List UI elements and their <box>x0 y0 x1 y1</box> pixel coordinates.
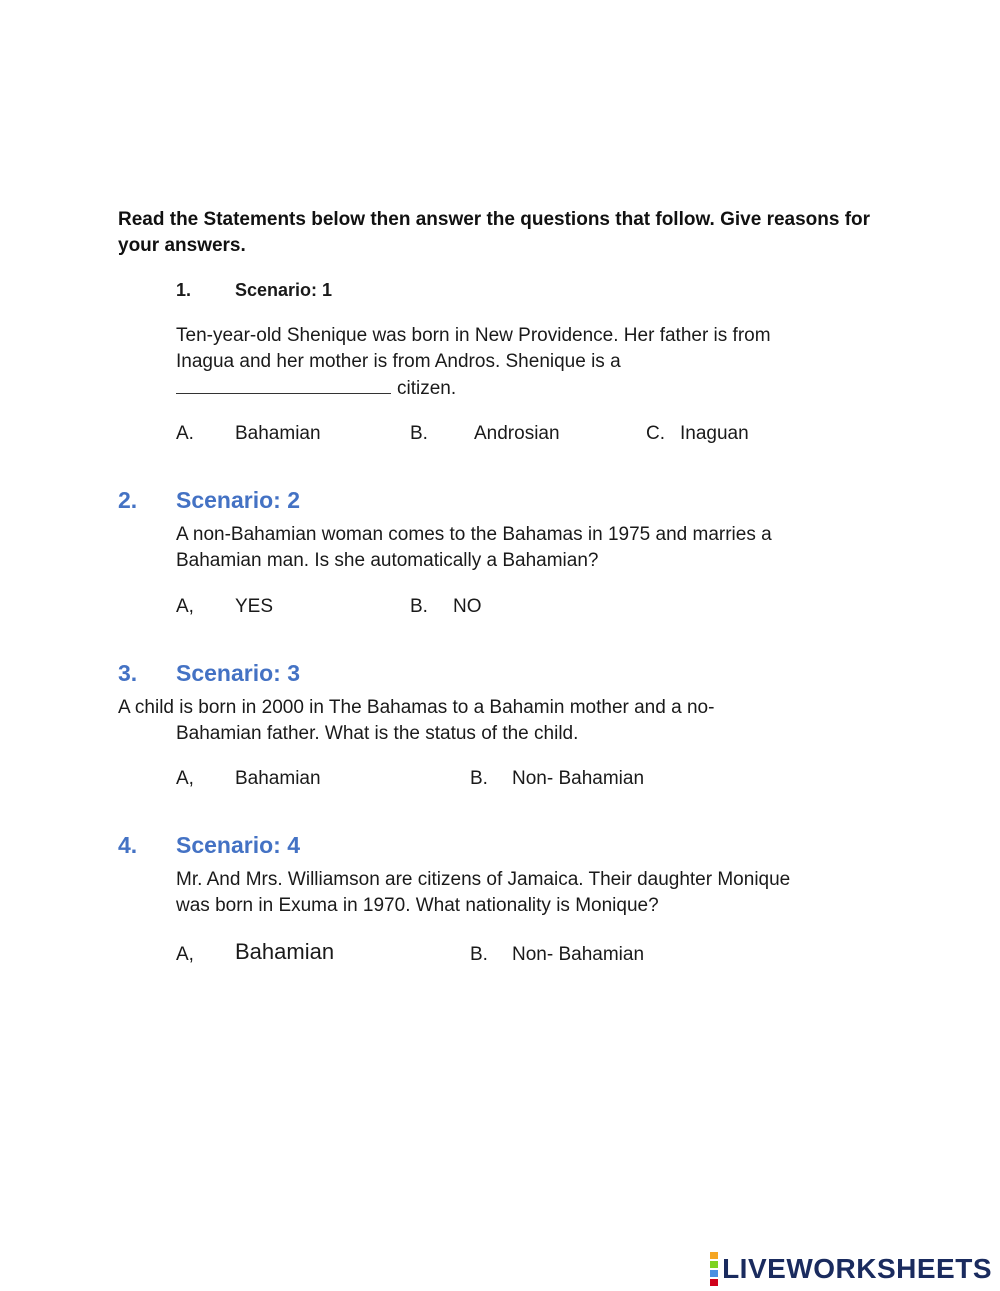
scenario-1-line-3: citizen. <box>397 378 457 399</box>
option-letter: A, <box>176 596 194 617</box>
option-text[interactable]: Bahamian <box>235 423 321 444</box>
scenario-2-number: 2. <box>118 487 138 513</box>
scenario-1-number: 1. <box>176 280 192 300</box>
option-letter: A, <box>176 944 194 965</box>
option-text[interactable]: Inaguan <box>680 423 749 444</box>
scenario-1-line-1: Ten-year-old Shenique was born in New Providence. Her father is from <box>176 325 771 346</box>
option-text[interactable]: Non- Bahamian <box>512 768 645 789</box>
scenario-3-line-1: A child is born in 2000 in The Bahamas to a Bahamin mother and a no- <box>118 697 715 718</box>
scenario-4-number: 4. <box>118 832 138 858</box>
answer-blank[interactable] <box>176 375 391 394</box>
scenario-2-line-2: Bahamian man. Is she automatically a Bahamian? <box>176 550 599 571</box>
scenario-4-line-1: Mr. And Mrs. Williamson are citizens of Jamaica. Their daughter Monique <box>176 869 791 890</box>
option-letter: B. <box>470 768 488 789</box>
scenario-3-line-2: Bahamian father. What is the status of the child. <box>176 723 579 744</box>
option-letter: B. <box>410 596 428 617</box>
scenario-2-title: Scenario: 2 <box>176 487 300 513</box>
logo-block-icon <box>710 1252 718 1259</box>
scenario-1-line-2: Inagua and her mother is from Andros. Shenique is a <box>176 351 621 372</box>
option-letter: B. <box>470 944 488 965</box>
logo-block-icon <box>710 1279 718 1286</box>
instructions: Read the Statements below then answer the questions that follow. Give reasons for your answers. <box>118 209 871 256</box>
option-text[interactable]: Bahamian <box>235 939 335 964</box>
option-text[interactable]: NO <box>453 596 482 617</box>
option-text[interactable]: Androsian <box>474 423 560 444</box>
option-letter: A. <box>176 423 194 444</box>
option-text[interactable]: YES <box>235 596 274 617</box>
scenario-2-line-1: A non-Bahamian woman comes to the Bahamas in 1975 and marries a <box>176 524 772 545</box>
scenario-3-number: 3. <box>118 660 138 686</box>
scenario-4-line-2: was born in Exuma in 1970. What nationality is Monique? <box>176 895 659 916</box>
option-text[interactable]: Non- Bahamian <box>512 944 645 965</box>
option-letter: A, <box>176 768 194 789</box>
option-letter: B. <box>410 423 428 444</box>
option-text[interactable]: Bahamian <box>235 768 321 789</box>
scenario-4-title: Scenario: 4 <box>176 832 300 858</box>
logo-text: LIVEWORKSHEETS <box>722 1253 992 1284</box>
logo-block-icon <box>710 1270 718 1277</box>
liveworksheets-logo-icon <box>710 1252 718 1286</box>
option-letter: C. <box>646 423 665 444</box>
liveworksheets-logo <box>710 1252 992 1286</box>
logo-block-icon <box>710 1261 718 1268</box>
scenario-1-title: Scenario: 1 <box>235 280 333 300</box>
scenario-1-answer-line <box>176 375 456 402</box>
scenario-3-title: Scenario: 3 <box>176 660 300 686</box>
